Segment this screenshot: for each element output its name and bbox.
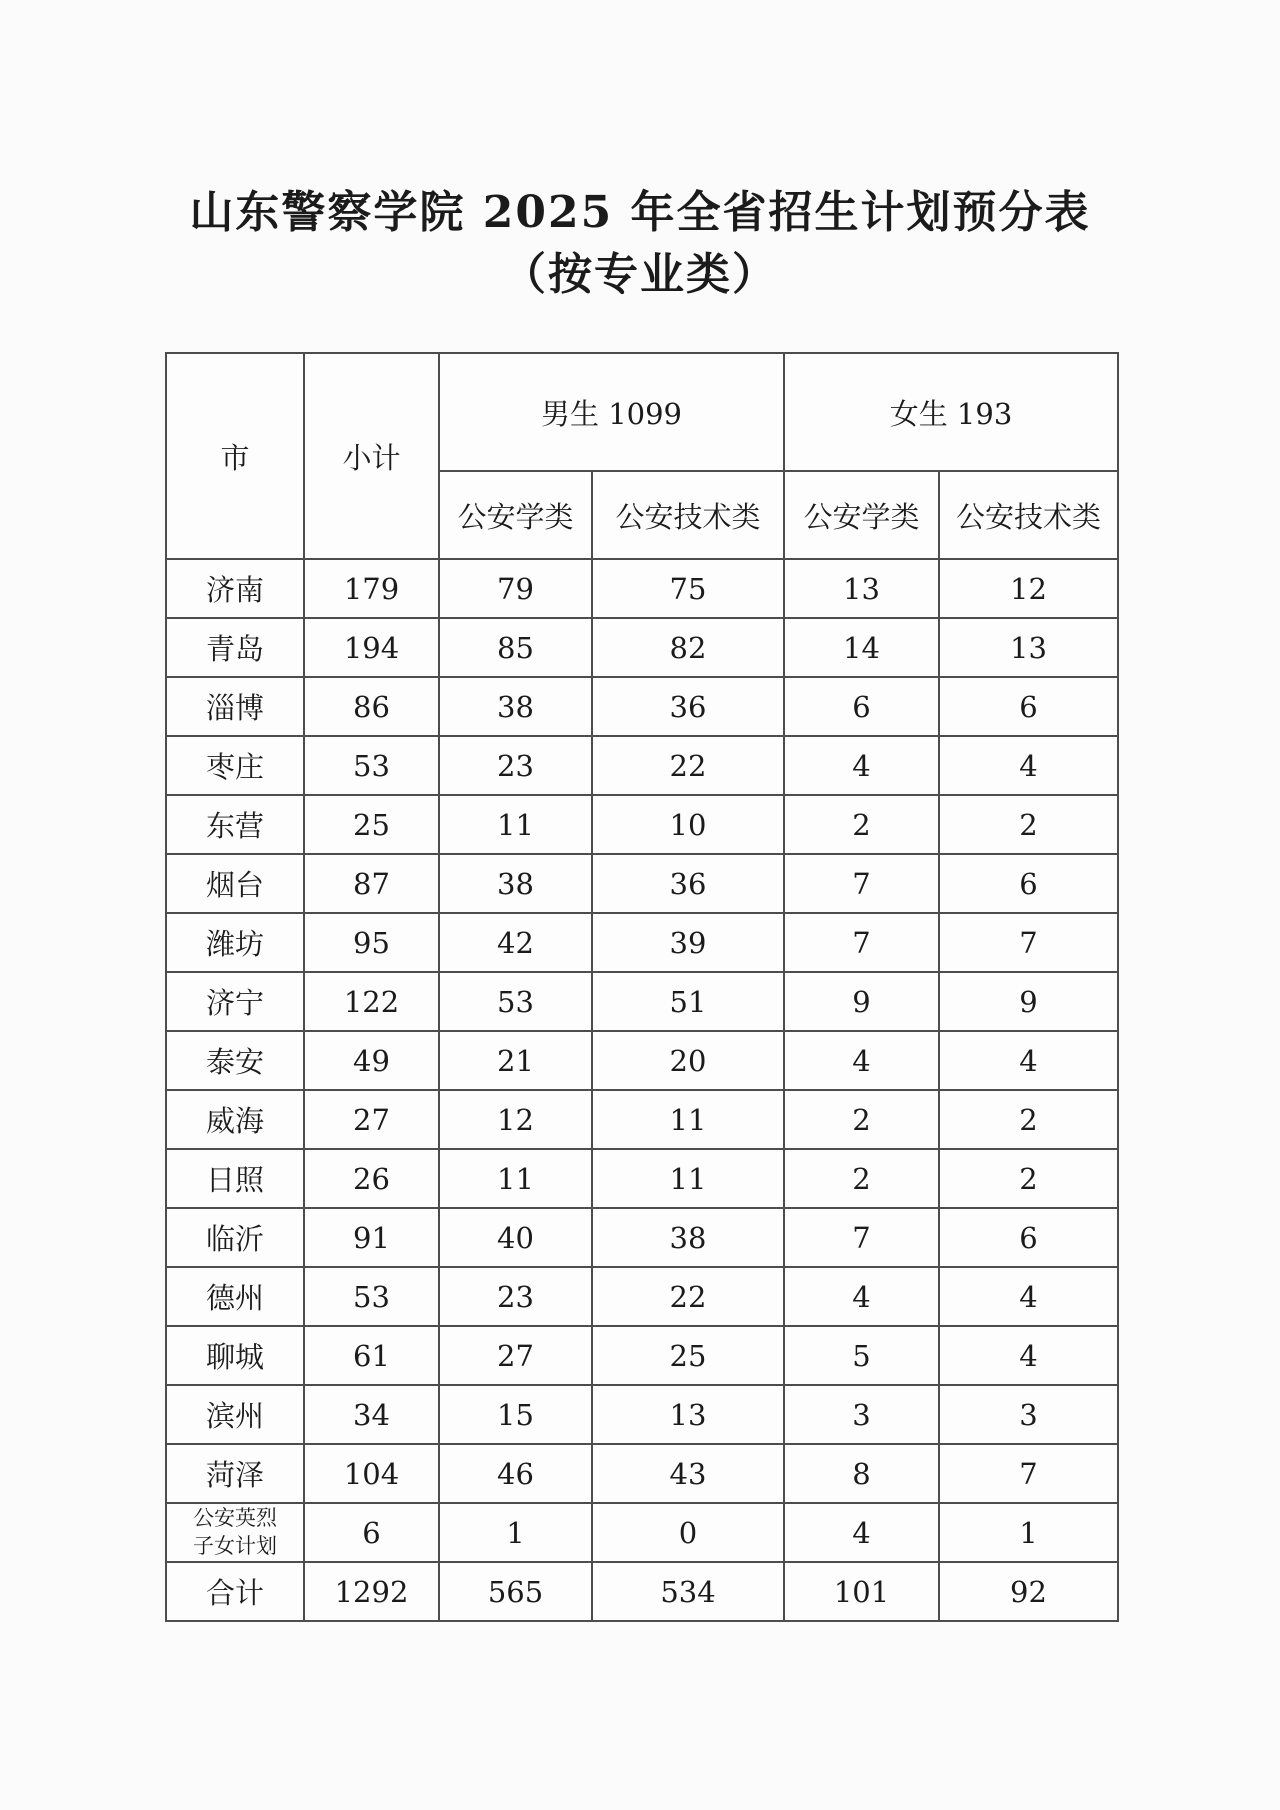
value-cell: 4	[939, 1267, 1118, 1326]
header-male-police-tech: 公安技术类	[592, 471, 784, 559]
value-cell: 51	[592, 972, 784, 1031]
value-cell: 122	[304, 972, 439, 1031]
value-cell: 7	[784, 913, 939, 972]
row-label-cell: 德州	[166, 1267, 304, 1326]
value-cell: 91	[304, 1208, 439, 1267]
table-row	[166, 1326, 1118, 1385]
value-cell: 13	[592, 1385, 784, 1444]
row-label-cell: 菏泽	[166, 1444, 304, 1503]
value-cell: 4	[784, 1031, 939, 1090]
value-cell: 23	[439, 736, 592, 795]
enrollment-plan-table	[165, 352, 1119, 1622]
value-cell: 53	[439, 972, 592, 1031]
value-cell: 194	[304, 618, 439, 677]
value-cell: 27	[439, 1326, 592, 1385]
value-cell: 1	[439, 1503, 592, 1562]
value-cell: 87	[304, 854, 439, 913]
row-label-cell: 潍坊	[166, 913, 304, 972]
table-row	[166, 795, 1118, 854]
value-cell: 13	[784, 559, 939, 618]
value-cell: 4	[939, 1031, 1118, 1090]
value-cell: 43	[592, 1444, 784, 1503]
value-cell: 42	[439, 913, 592, 972]
value-cell: 92	[939, 1562, 1118, 1621]
value-cell: 26	[304, 1149, 439, 1208]
value-cell: 15	[439, 1385, 592, 1444]
value-cell: 34	[304, 1385, 439, 1444]
value-cell: 86	[304, 677, 439, 736]
value-cell: 11	[439, 1149, 592, 1208]
value-cell: 7	[939, 1444, 1118, 1503]
value-cell: 11	[439, 795, 592, 854]
value-cell: 4	[939, 1326, 1118, 1385]
table-row	[166, 559, 1118, 618]
table-row	[166, 972, 1118, 1031]
value-cell: 4	[784, 1267, 939, 1326]
header-city: 市	[166, 353, 304, 559]
value-cell: 49	[304, 1031, 439, 1090]
value-cell: 10	[592, 795, 784, 854]
value-cell: 6	[939, 1208, 1118, 1267]
value-cell: 22	[592, 1267, 784, 1326]
header-male-group: 男生 1099	[439, 353, 784, 471]
value-cell: 7	[939, 913, 1118, 972]
header-female-police-science: 公安学类	[784, 471, 939, 559]
row-label-cell: 济南	[166, 559, 304, 618]
header-male-police-science: 公安学类	[439, 471, 592, 559]
table-row	[166, 1444, 1118, 1503]
value-cell: 6	[304, 1503, 439, 1562]
value-cell: 23	[439, 1267, 592, 1326]
value-cell: 22	[592, 736, 784, 795]
value-cell: 8	[784, 1444, 939, 1503]
value-cell: 3	[784, 1385, 939, 1444]
row-label-cell: 公安英烈 子女计划	[166, 1503, 304, 1562]
value-cell: 534	[592, 1562, 784, 1621]
value-cell: 85	[439, 618, 592, 677]
row-label-cell: 烟台	[166, 854, 304, 913]
value-cell: 6	[784, 677, 939, 736]
table-row	[166, 1031, 1118, 1090]
row-label-cell: 威海	[166, 1090, 304, 1149]
value-cell: 46	[439, 1444, 592, 1503]
value-cell: 27	[304, 1090, 439, 1149]
value-cell: 6	[939, 677, 1118, 736]
page-title	[0, 0, 1280, 307]
table-header	[166, 353, 1118, 559]
header-female-group: 女生 193	[784, 353, 1118, 471]
value-cell: 2	[784, 795, 939, 854]
value-cell: 565	[439, 1562, 592, 1621]
header-row-groups	[166, 353, 1118, 471]
value-cell: 25	[592, 1326, 784, 1385]
value-cell: 12	[939, 559, 1118, 618]
value-cell: 61	[304, 1326, 439, 1385]
row-label-cell: 滨州	[166, 1385, 304, 1444]
value-cell: 4	[939, 736, 1118, 795]
value-cell: 36	[592, 677, 784, 736]
row-label-cell: 济宁	[166, 972, 304, 1031]
page-title-line1: 山东警察学院 2025 年全省招生计划预分表	[189, 187, 1091, 238]
row-label-cell: 合计	[166, 1562, 304, 1621]
table-row	[166, 1208, 1118, 1267]
value-cell: 13	[939, 618, 1118, 677]
value-cell: 0	[592, 1503, 784, 1562]
value-cell: 36	[592, 854, 784, 913]
row-label-cell: 临沂	[166, 1208, 304, 1267]
table-row	[166, 1503, 1118, 1562]
value-cell: 82	[592, 618, 784, 677]
value-cell: 4	[784, 736, 939, 795]
value-cell: 3	[939, 1385, 1118, 1444]
value-cell: 20	[592, 1031, 784, 1090]
row-label-cell: 青岛	[166, 618, 304, 677]
table-row	[166, 854, 1118, 913]
table-row	[166, 677, 1118, 736]
value-cell: 9	[939, 972, 1118, 1031]
value-cell: 2	[784, 1149, 939, 1208]
value-cell: 7	[784, 854, 939, 913]
value-cell: 101	[784, 1562, 939, 1621]
table-row	[166, 1267, 1118, 1326]
value-cell: 11	[592, 1090, 784, 1149]
value-cell: 2	[939, 1149, 1118, 1208]
value-cell: 53	[304, 1267, 439, 1326]
value-cell: 1292	[304, 1562, 439, 1621]
value-cell: 39	[592, 913, 784, 972]
row-label-cell: 枣庄	[166, 736, 304, 795]
value-cell: 53	[304, 736, 439, 795]
row-label-cell: 东营	[166, 795, 304, 854]
value-cell: 75	[592, 559, 784, 618]
value-cell: 14	[784, 618, 939, 677]
header-subtotal: 小计	[304, 353, 439, 559]
value-cell: 1	[939, 1503, 1118, 1562]
value-cell: 79	[439, 559, 592, 618]
table-row	[166, 618, 1118, 677]
value-cell: 38	[439, 854, 592, 913]
value-cell: 38	[592, 1208, 784, 1267]
value-cell: 2	[784, 1090, 939, 1149]
value-cell: 5	[784, 1326, 939, 1385]
value-cell: 2	[939, 795, 1118, 854]
value-cell: 2	[939, 1090, 1118, 1149]
page-title-line2: （按专业类）	[502, 249, 778, 301]
row-label-cell: 泰安	[166, 1031, 304, 1090]
total-row	[166, 1562, 1118, 1621]
table-row	[166, 1385, 1118, 1444]
header-female-police-tech: 公安技术类	[939, 471, 1118, 559]
table-row	[166, 736, 1118, 795]
value-cell: 40	[439, 1208, 592, 1267]
value-cell: 7	[784, 1208, 939, 1267]
table-row	[166, 1149, 1118, 1208]
value-cell: 104	[304, 1444, 439, 1503]
value-cell: 25	[304, 795, 439, 854]
value-cell: 6	[939, 854, 1118, 913]
table-body	[166, 559, 1118, 1621]
value-cell: 4	[784, 1503, 939, 1562]
row-label-cell: 聊城	[166, 1326, 304, 1385]
value-cell: 9	[784, 972, 939, 1031]
value-cell: 21	[439, 1031, 592, 1090]
value-cell: 11	[592, 1149, 784, 1208]
table-row	[166, 913, 1118, 972]
value-cell: 179	[304, 559, 439, 618]
table-row	[166, 1090, 1118, 1149]
value-cell: 95	[304, 913, 439, 972]
value-cell: 12	[439, 1090, 592, 1149]
row-label-cell: 淄博	[166, 677, 304, 736]
row-label-cell: 日照	[166, 1149, 304, 1208]
value-cell: 38	[439, 677, 592, 736]
